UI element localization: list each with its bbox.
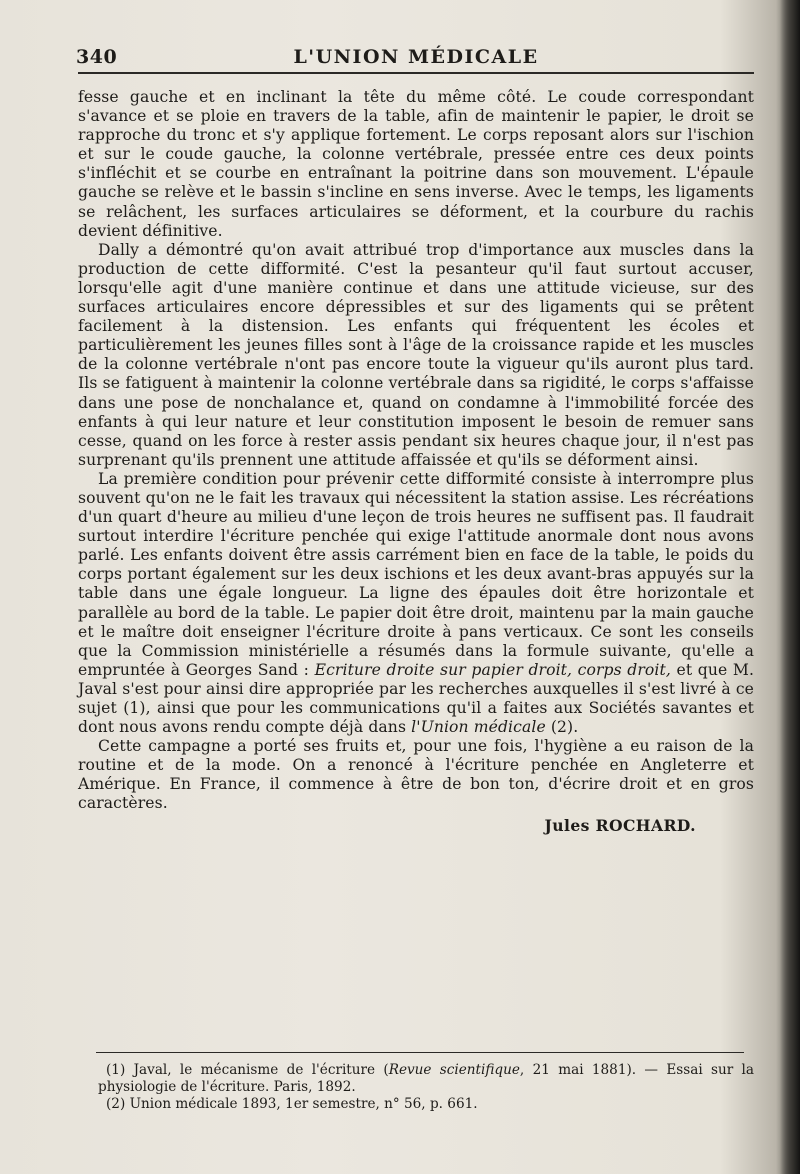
footnote-italic: Revue scientifique bbox=[388, 1062, 520, 1078]
footnote-text: (1) Javal, le mécanisme de l'écriture ( bbox=[106, 1062, 389, 1078]
journal-reference-italic: l'Union médicale bbox=[411, 718, 546, 737]
author-signature: Jules ROCHARD. bbox=[544, 815, 696, 835]
page-header bbox=[76, 42, 756, 72]
footnote-text: (2) Union médicale 1893, 1er semestre, n° 56, p. 661. bbox=[106, 1096, 478, 1112]
header-rule bbox=[78, 72, 754, 74]
motto-italic: Ecriture droite sur papier droit, corps droit, bbox=[314, 660, 671, 679]
paragraph-text: et que M. Javal s'est pour ainsi dire appropriée par les recherches auxquelles il s'est livré à ce sujet (1), ainsi que pour les communications qu'il a faites aux Sociétés savantes et dont nous avons rendu compte déjà dans bbox=[78, 660, 755, 737]
book-spine-shadow bbox=[780, 0, 800, 1174]
running-title: L'UNION MÉDICALE bbox=[293, 46, 539, 68]
paragraph: Dally a démontré qu'on avait attribué trop d'importance aux muscles dans la production de cette difformité. C'est la pesanteur qu'il faut surtout accuser, lorsqu'elle agit d'une manière continue et dans une attitude vicieuse, sur des surfaces articulaires encore dépressibles et sur des ligaments qui se prêtent facilement à la distension. Les enfants qui fréquentent les écoles et particulièrement les jeunes filles sont à l'âge de la croissance rapide et les muscles de la colonne vertébrale n'ont pas encore toute la vigueur qu'ils auront plus tard. Ils se fatiguent à maintenir la colonne vertébrale dans sa rigidité, le corps s'affaisse dans une pose de nonchalance et, quand on condamne à l'immobilité forcée des enfants à qui leur nature et leur constitution imposent le besoin de remuer sans cesse, quand on les force à rester assis pendant six heures chaque jour, il n'est pas surprenant qu'ils prennent une attitude affaissée et qu'ils se déforment ainsi. bbox=[78, 240, 754, 469]
footnote bbox=[98, 1062, 754, 1096]
paragraph: fesse gauche et en inclinant la tête du même côté. Le coude correspondant s'avance et se ploie en travers de la table, afin de maintenir le papier, le droit se rapproche du tronc et s'y applique fortement. Le corps reposant alors sur l'ischion et sur le coude gauche, la colonne vertébrale, pressée entre ces deux points s'infléchit et se courbe en entraînant la poitrine dans son mouvement. L'épaule gauche se relève et le bassin s'incline en sens inverse. Avec le temps, les ligaments se relâchent, les surfaces articulaires se déforment, et la courbure du rachis devient définitive. bbox=[78, 88, 754, 240]
footnote bbox=[98, 1096, 754, 1113]
footnote-text: , 21 mai 1881). — Essai sur la physiologie de l'écriture. Paris, 1892. bbox=[98, 1062, 755, 1095]
paragraph: Cette campagne a porté ses fruits et, pour une fois, l'hygiène a eu raison de la routine et de la mode. On a renoncé à l'écriture penchée en Angleterre et Amérique. En France, il commence à être de bon ton, d'écrire droit et en gros caractères. bbox=[78, 737, 754, 813]
footnotes bbox=[98, 1062, 754, 1113]
paragraph-text: La première condition pour prévenir cette difformité consiste à interrompre plus souvent qu'on ne le fait les travaux qui nécessitent la station assise. Les récréations d'un quart d'heure au milieu d'une leçon de trois heures ne suffisent pas. Il faudrait surtout interdire l'écriture penchée qui exige l'attitude anormale dont nous avons parlé. Les enfants doivent être assis carrément bien en face de la table, le poids du corps portant également sur les deux ischions et les deux avant-bras appuyés sur la table dans une égale longueur. La ligne des épaules doit être horizontale et parallèle au bord de la table. Le papier doit être droit, maintenu par la main gauche et le maître doit enseigner l'écriture droite à pans verticaux. Ce sont les conseils que la Commission ministérielle a résumés dans la formule suivante, qu'elle a empruntée à Georges Sand : bbox=[78, 469, 754, 679]
footnote-rule bbox=[96, 1052, 744, 1053]
paragraph bbox=[78, 470, 754, 737]
article-body bbox=[78, 88, 754, 835]
page-number: 340 bbox=[76, 46, 118, 68]
paragraph-text: (2). bbox=[545, 718, 579, 737]
